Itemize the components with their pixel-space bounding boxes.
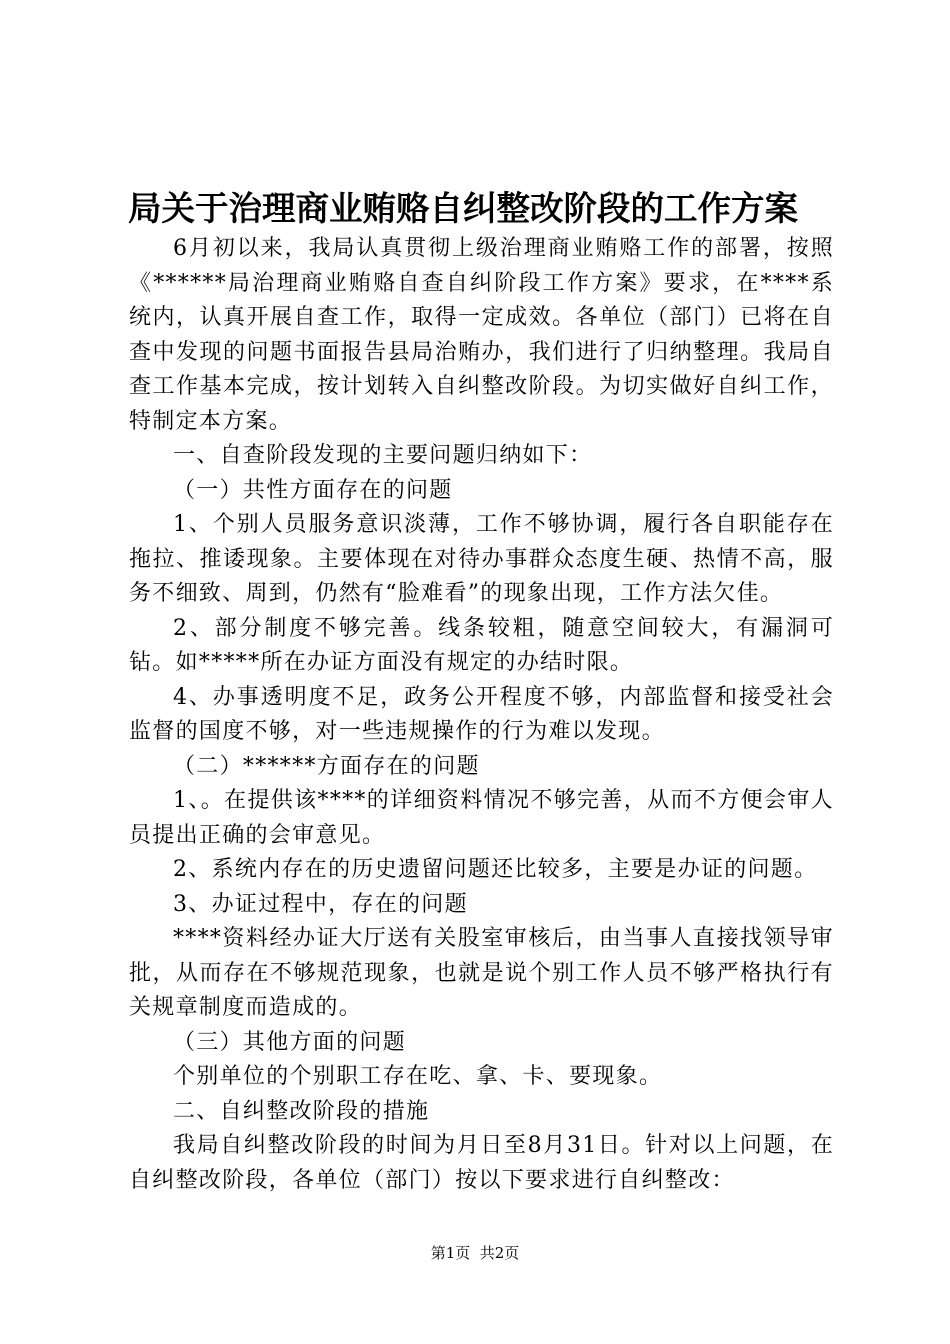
- paragraph: 2、系统内存在的历史遗留问题还比较多，主要是办证的问题。: [173, 857, 818, 882]
- subsection-heading: （二）******方面存在的问题: [173, 753, 480, 779]
- subsection-heading: （一）共性方面存在的问题: [173, 477, 453, 503]
- paragraph: 3、办证过程中，存在的问题: [173, 891, 468, 917]
- document-body: [129, 232, 834, 1198]
- subsection-heading: （三）其他方面的问题: [173, 1029, 407, 1055]
- page-footer: 第1页 共2页: [430, 1244, 520, 1262]
- paragraph: 我局自纠整改阶段的时间为月日至8月31日。针对以上问题，在自纠整改阶段，各单位（部门）按以下要求进行自纠整改：: [129, 1133, 834, 1193]
- paragraph: 个别单位的个别职工存在吃、拿、卡、要现象。: [173, 1064, 663, 1089]
- paragraph: 1、个别人员服务意识淡薄，工作不够协调，履行各自职能存在拖拉、推诿现象。主要体现在对待办事群众态度生硬、热情不高，服务不细致、周到，仍然有“脸难看”的现象出现，工作方法欠佳。: [129, 512, 834, 606]
- section-heading: 一、自查阶段发现的主要问题归纳如下：: [173, 443, 593, 468]
- paragraph: ****资料经办证大厅送有关股室审核后，由当事人直接找领导审批，从而存在不够规范现象，也就是说个别工作人员不够严格执行有关规章制度而造成的。: [129, 926, 834, 1020]
- paragraph: 1、。在提供该****的详细资料情况不够完善，从而不方便会审人员提出正确的会审意见。: [129, 788, 834, 848]
- paragraph: 6月初以来，我局认真贯彻上级治理商业贿赂工作的部署，按照《******局治理商业贿赂自查自纠阶段工作方案》要求，在****系统内，认真开展自查工作，取得一定成效。各单位（部门）已将在自查中发现的问题书面报告县局治贿办，我们进行了归纳整理。我局自查工作基本完成，按计划转入自纠整改阶段。为切实做好自纠工作，特制定本方案。: [129, 236, 834, 434]
- section-heading: 二、自纠整改阶段的措施: [173, 1098, 430, 1124]
- paragraph: 2、部分制度不够完善。线条较粗，随意空间较大，有漏洞可钻。如*****所在办证方面没有规定的办结时限。: [129, 615, 834, 675]
- document-title: 局关于治理商业贿赂自纠整改阶段的工作方案: [128, 189, 798, 228]
- paragraph: 4、办事透明度不足，政务公开程度不够，内部监督和接受社会监督的国度不够，对一些违规操作的行为难以发现。: [129, 684, 834, 744]
